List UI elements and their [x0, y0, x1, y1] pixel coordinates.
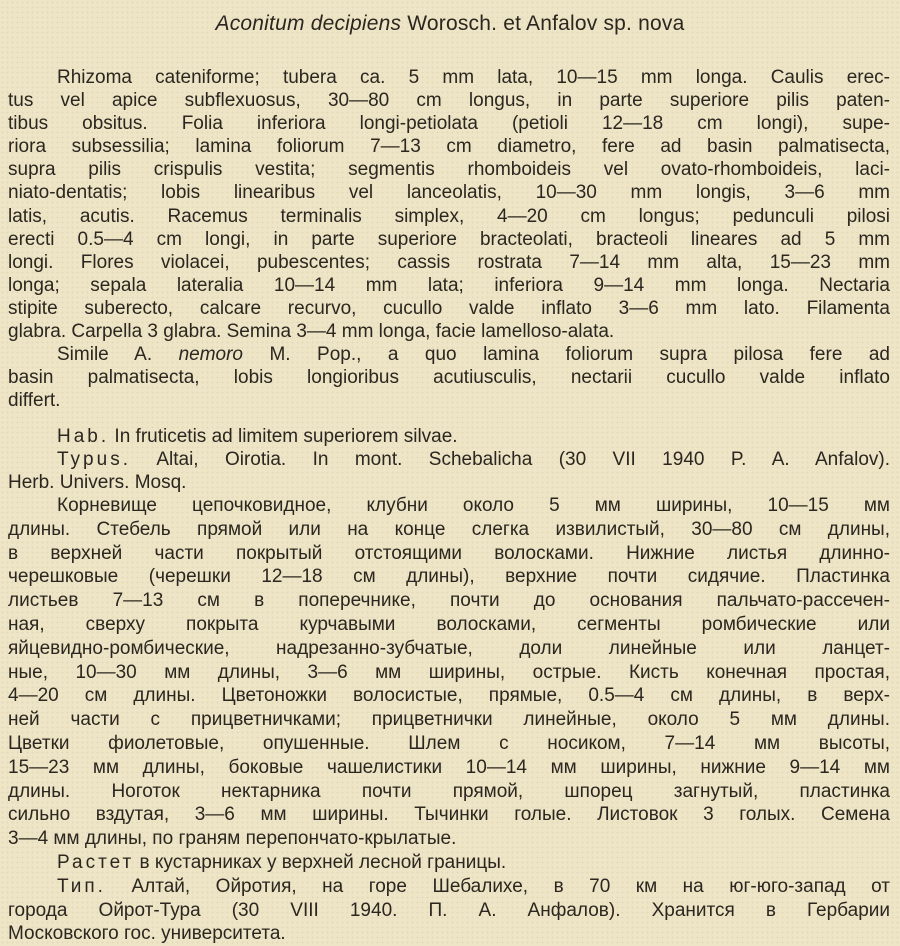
text-line: [8, 494, 890, 518]
text-run: Московского гос. университета.: [8, 923, 286, 945]
text-line: [8, 684, 890, 708]
text-run: Цветки фиолетовые, опушенные. Шлем с носиком, 7—14 мм высоты,: [8, 732, 890, 754]
text-run: черешковые (черешки 12—18 см длины), верхние почти сидячие. Пластинка: [8, 566, 890, 588]
text-run: Altai, Oirotia. In mont. Schebalicha (30 VII 1940 P. A. Anfalov).: [130, 449, 890, 470]
text-run: Simile A.: [57, 344, 179, 366]
text-run: Herb. Univers. Mosq.: [8, 472, 187, 493]
italic-taxon: nemoro: [178, 344, 243, 366]
text-line: [8, 228, 890, 251]
text-run: tibus obsitus. Folia inferiora longi-petiolata (petioli 12—18 cm longi), supe-: [8, 113, 890, 135]
text-line: [8, 181, 890, 204]
section-label: Hab.: [57, 426, 110, 447]
text-run: Rhizoma cateniforme; tubera ca. 5 mm lata, 10—15 mm longa. Caulis erec-: [57, 67, 890, 88]
text-line: [8, 518, 890, 542]
text-line: [8, 732, 890, 756]
text-line: [8, 661, 890, 685]
text-run: stipite suberecto, calcare recurvo, cucullo valde inflato 3—6 mm lato. Filamenta: [8, 297, 890, 319]
text-line: [8, 708, 890, 732]
text-run: в верхней части покрытый отстоящими волосками. Нижние листья длинно-: [8, 542, 890, 564]
text-run: erecti 0.5—4 cm longi, in parte superiore bracteolati, bracteoli lineares ad 5 mm: [8, 228, 890, 250]
text-line: [8, 297, 890, 320]
text-run: M. Pop., a quo lamina foliorum supra pilosa fere ad: [243, 344, 890, 366]
text-run: длины. Стебель прямой или на конце слегка извилистый, 30—80 см длины,: [8, 518, 890, 540]
text-run: Алтай, Ойротия, на горе Шебалихе, в 70 км на юг-юго-запад от: [105, 875, 890, 897]
text-line: [8, 922, 890, 946]
text-run: Корневище цепочковидное, клубни около 5 мм ширины, 10—15 мм: [57, 495, 890, 516]
text-line: [8, 827, 890, 851]
text-run: ные, 10—30 мм длины, 3—6 мм ширины, острые. Кисть конечная простая,: [8, 661, 890, 683]
text-line: [8, 565, 890, 589]
text-run: differt.: [8, 390, 61, 412]
text-line: [8, 756, 890, 780]
text-run: latis, acutis. Racemus terminalis simplex, 4—20 cm longus; pedunculi pilosi: [8, 205, 890, 227]
latin-description: [8, 66, 890, 412]
text-line: [8, 343, 890, 366]
text-line: [8, 112, 890, 135]
text-run: niato-dentatis; lobis linearibus vel lanceolatis, 10—30 mm longis, 3—6 mm: [8, 182, 890, 204]
text-run: longa; sepala lateralia 10—14 mm lata; inferiora 9—14 mm longa. Nectaria: [8, 274, 890, 296]
text-run: 3—4 мм длины, по граням перепончато-крылатые.: [8, 828, 457, 850]
text-run: сильно вздутая, 3—6 мм ширины. Тычинки голые. Листовок 3 голых. Семена: [8, 804, 890, 826]
text-run: In fruticetis ad limitem superiorem silvae.: [109, 426, 458, 447]
species-title: [0, 12, 900, 36]
russian-description: [8, 494, 890, 946]
text-line: [8, 135, 890, 158]
text-line: [8, 542, 890, 566]
text-line: [8, 851, 890, 875]
section-label: Растет: [57, 851, 135, 873]
text-line: [8, 613, 890, 637]
text-line: [8, 637, 890, 661]
text-run: riora subsessilia; lamina foliorum 7—13 cm diametro, fere ad basin palmatisecta,: [8, 136, 890, 158]
text-line: [8, 589, 890, 613]
text-line: [8, 89, 890, 112]
text-run: города Ойрот-Тура (30 VIII 1940. П. А. Анфалов). Хранится в Гербарии: [8, 899, 890, 921]
text-run: supra pilis crispulis vestita; segmentis rhomboideis vel ovato-rhomboideis, laci-: [8, 159, 890, 181]
text-line: [8, 320, 890, 343]
species-name: Aconitum decipiens: [215, 12, 402, 35]
text-line: [8, 389, 890, 412]
text-line: [8, 366, 890, 389]
text-run: tus vel apice subflexuosus, 30—80 cm longus, in parte superiore pilis paten-: [8, 90, 890, 112]
species-authors: Worosch. et Anfalov sp. nova: [407, 12, 685, 35]
latin-habitat-typus: [8, 425, 890, 494]
text-run: longi. Flores violacei, pubescentes; cassis rostrata 7—14 mm alta, 15—23 mm: [8, 251, 890, 273]
text-line: [8, 158, 890, 181]
text-line: [8, 205, 890, 228]
text-line: [8, 875, 890, 899]
text-run: листьев 7—13 см в поперечнике, почти до основания пальчато-рассечен-: [8, 590, 890, 612]
text-line: [8, 899, 890, 923]
text-run: 4—20 см длины. Цветоножки волосистые, прямые, 0.5—4 см длины, в верх-: [8, 685, 890, 707]
text-line: [8, 66, 890, 89]
text-line: [8, 780, 890, 804]
text-line: [8, 448, 890, 471]
text-line: [8, 471, 890, 494]
text-run: длины. Ноготок нектарника почти прямой, шпорец загнутый, пластинка: [8, 780, 890, 802]
text-run: basin palmatisecta, lobis longioribus acutiusculis, nectarii cucullo valde inflato: [8, 367, 890, 389]
text-line: [8, 425, 890, 448]
section-label: Typus.: [57, 449, 131, 470]
text-run: ная, сверху покрыта курчавыми волосками, сегменты ромбические или: [8, 613, 890, 635]
text-run: ней части с прицветничками; прицветнички линейные, около 5 мм длины.: [8, 709, 890, 731]
text-line: [8, 274, 890, 297]
text-run: в кустарниках у верхней лесной границы.: [134, 851, 507, 873]
text-run: яйцевидно-ромбические, надрезанно-зубчатые, доли линейные или ланцет-: [8, 637, 890, 659]
section-label: Тип.: [57, 875, 106, 897]
text-line: [8, 251, 890, 274]
text-run: glabra. Carpella 3 glabra. Semina 3—4 mm longa, facie lamelloso-alata.: [8, 321, 615, 343]
text-line: [8, 803, 890, 827]
text-run: 15—23 мм длины, боковые чашелистики 10—14 мм ширины, нижние 9—14 мм: [8, 756, 890, 778]
